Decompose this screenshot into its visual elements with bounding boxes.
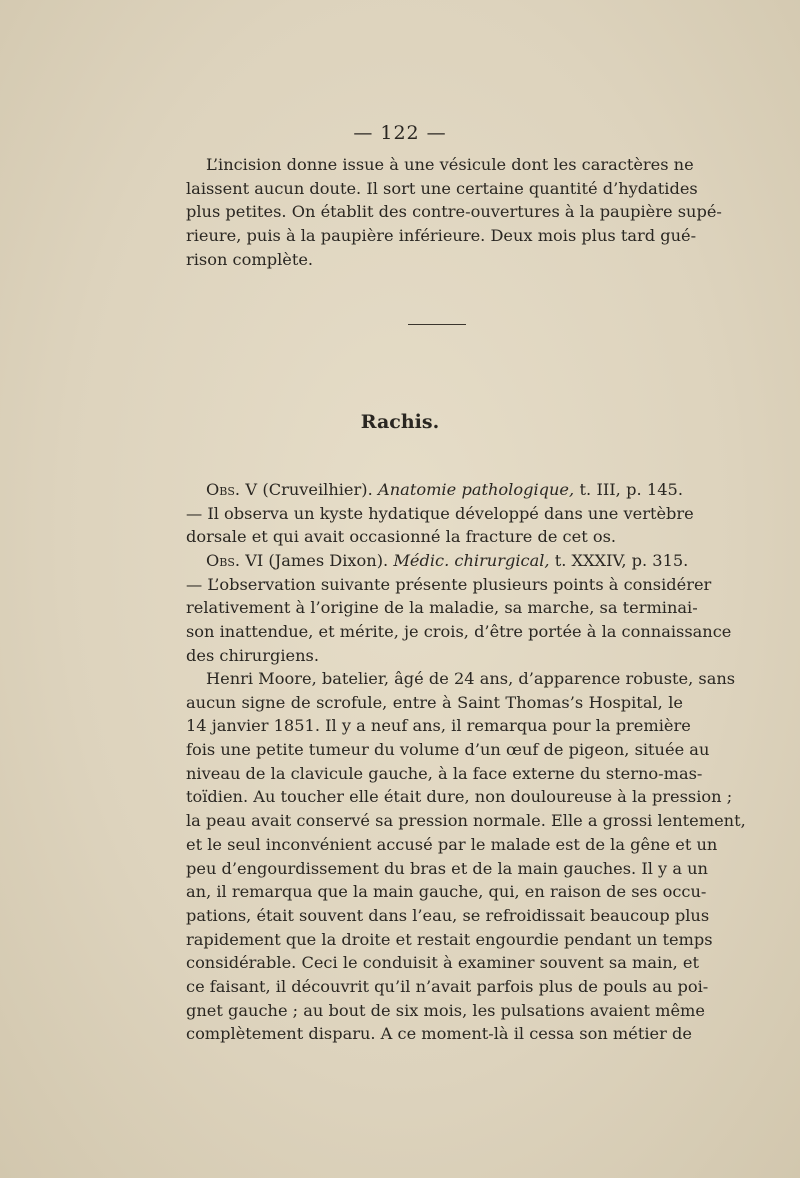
text-line: complètement disparu. A ce moment-là il cessa son métier de [186,1024,692,1044]
paragraph-henri-moore [186,667,746,1046]
text-line: des chirurgiens. [186,645,319,665]
obs-reference: t. III, p. 145. [579,480,683,499]
text-line: laissent aucun doute. Il sort une certaine quantité d’hydatides [186,178,698,198]
text-line: toïdien. Au toucher elle était dure, non douloureuse à la pression ; [186,787,733,807]
text-line: rieure, puis à la paupière inférieure. Deux mois plus tard gué- [186,226,697,246]
text-line: L’incision donne issue à une vésicule dont les caractères ne [206,155,694,174]
text-line: ce faisant, il découvrit qu’il n’avait parfois plus de pouls au poi- [186,976,709,996]
obs-citation [186,549,689,573]
text-line: pations, était souvent dans l’eau, se refroidissait beaucoup plus [186,905,710,925]
section-divider [408,324,466,325]
page-number: — 122 — [353,122,447,144]
text-line: gnet gauche ; au bout de six mois, les pulsations avaient même [186,1000,705,1020]
text-line: plus petites. On établit des contre-ouvertures à la paupière supé- [186,202,722,222]
text-line: fois une petite tumeur du volume d’un œuf de pigeon, située au [186,740,710,760]
paragraph-incision [186,153,722,271]
text-line: considérable. Ceci le conduisit à examiner souvent sa main, et [186,953,699,973]
text-line: la peau avait conservé sa pression normale. Elle a grossi lentement, [186,811,746,831]
text-line: niveau de la clavicule gauche, à la face externe du sterno-mas- [186,763,703,783]
text-line: et le seul inconvénient accusé par le malade est de la gêne et un [186,834,718,854]
observation-5 [186,478,694,549]
obs-reference: t. XXXIV, p. 315. [554,551,689,570]
text-line: — Il observa un kyste hydatique développé dans une vertèbre [186,503,694,523]
obs-citation [186,478,683,502]
text-line: an, il remarqua que la main gauche, qui, en raison de ses occu- [186,882,707,902]
text-line: rapidement que la droite et restait engourdie pendant un temps [186,929,713,949]
text-line: Henri Moore, batelier, âgé de 24 ans, d’apparence robuste, sans [206,669,736,688]
text-line: rison complète. [186,249,314,269]
text-line: aucun signe de scrofule, entre à Saint Thomas’s Hospital, le [186,692,683,712]
obs-source: Médic. chirurgical, [393,551,550,570]
obs-author: VI (James Dixon). [245,551,389,570]
text-line: relativement à l’origine de la maladie, sa marche, sa terminai- [186,598,698,618]
text-line: peu d’engourdissement du bras et de la main gauches. Il y a un [186,858,708,878]
observation-6 [186,549,732,667]
obs-source: Anatomie pathologique, [378,480,575,499]
text-line: 14 janvier 1851. Il y a neuf ans, il remarqua pour la première [186,716,691,736]
text-line: — L’observation suivante présente plusieurs points à considérer [186,574,712,594]
text-line: son inattendue, et mérite, je crois, d’être portée à la connaissance [186,622,732,642]
obs-author: V (Cruveilhier). [245,480,373,499]
obs-label: Obs. [206,480,241,499]
text-line: dorsale et qui avait occasionné la fracture de cet os. [186,527,617,547]
section-heading: Rachis. [360,411,440,433]
obs-label: Obs. [206,551,241,570]
